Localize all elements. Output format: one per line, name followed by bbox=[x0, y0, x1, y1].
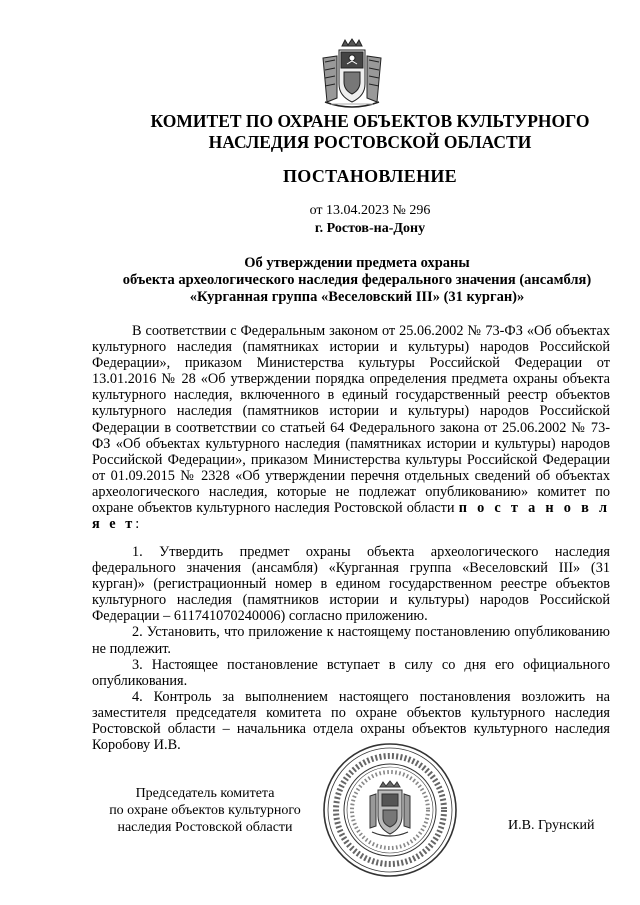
document-title-line2: объекта археологического наследия федерального значения (ансамбля) bbox=[122, 272, 592, 288]
preamble-paragraph bbox=[92, 323, 610, 532]
city: г. Ростов-на-Дону bbox=[314, 221, 426, 236]
resolution-items bbox=[92, 544, 610, 753]
resolution-item: 3. Настоящее постановление вступает в силу со дня его официального опубликования. bbox=[92, 656, 610, 689]
document-title-line3: «Курганная группа «Веселовский III» (31 курган)» bbox=[189, 289, 525, 305]
resolution-item: 4. Контроль за выполнением настоящего постановления возложить на заместителя председателя комитета по охране объектов культурного наследия Ростовской области – начальника отдела охраны объектов культурного наследия Коробову И.В. bbox=[92, 688, 610, 754]
resolves-keyword: п о с т а н о в л я е т bbox=[92, 500, 611, 533]
preamble-text: В соответствии с Федеральным законом от 25.06.2002 № 73-ФЗ «Об объектах культурного наследия (памятниках истории и культуры) народов Российской Федерации», приказом Министерства культуры Российской Федерации от 13.01.2016 № 28 «Об утверждении порядка определения предмета охраны объекта культурного наследия, включенного в единый государственный реестр объектов культурного наследия (памятников истории и культуры) народов Российской Федерации в соответствии со статьей 64 Федерального закона от 25.06.2002 № 73-ФЗ «Об объектах культурного наследия (памятниках истории и культуры) народов Российской Федерации», приказом Министерства культуры Российской Федерации от 01.09.2015 № 2328 «Об утверждении перечня отдельных сведений об объектах археологического наследия, которые не подлежат опубликованию» комитет по охране объектов культурного наследия Ростовской области bbox=[92, 323, 610, 517]
coat-of-arms-icon bbox=[317, 38, 387, 110]
resolution-item: 1. Утвердить предмет охраны объекта археологического наследия федерального значения (ансамбля) «Курганная группа «Веселовский III» (31 курган)» (регистрационный номер в едином государственном реестре объектов культурного наследия (памятников истории и культуры) народов Российской Федерации – 611741070240006) согласно приложению. bbox=[92, 544, 610, 625]
signatory-position-line1: Председатель комитета bbox=[135, 786, 275, 801]
date-number: от 13.04.2023 № 296 bbox=[309, 203, 431, 218]
signatory-position-line2: по охране объектов культурного bbox=[109, 803, 301, 818]
official-seal-icon bbox=[320, 740, 460, 880]
document-title-line1: Об утверждении предмета охраны bbox=[244, 255, 470, 271]
document-type: ПОСТАНОВЛЕНИЕ bbox=[283, 166, 457, 186]
signatory-name: И.В. Грунский bbox=[508, 818, 595, 833]
committee-name-line1: КОМИТЕТ ПО ОХРАНЕ ОБЪЕКТОВ КУЛЬТУРНОГО bbox=[150, 111, 590, 131]
committee-name-line2: НАСЛЕДИЯ РОСТОВСКОЙ ОБЛАСТИ bbox=[208, 132, 532, 152]
preamble-colon: : bbox=[135, 516, 140, 533]
preamble bbox=[92, 323, 610, 532]
signatory-position bbox=[100, 785, 310, 836]
signatory-position-line3: наследия Ростовской области bbox=[117, 820, 293, 835]
resolution-item: 2. Установить, что приложение к настоящему постановлению опубликованию не подлежит. bbox=[92, 624, 610, 657]
